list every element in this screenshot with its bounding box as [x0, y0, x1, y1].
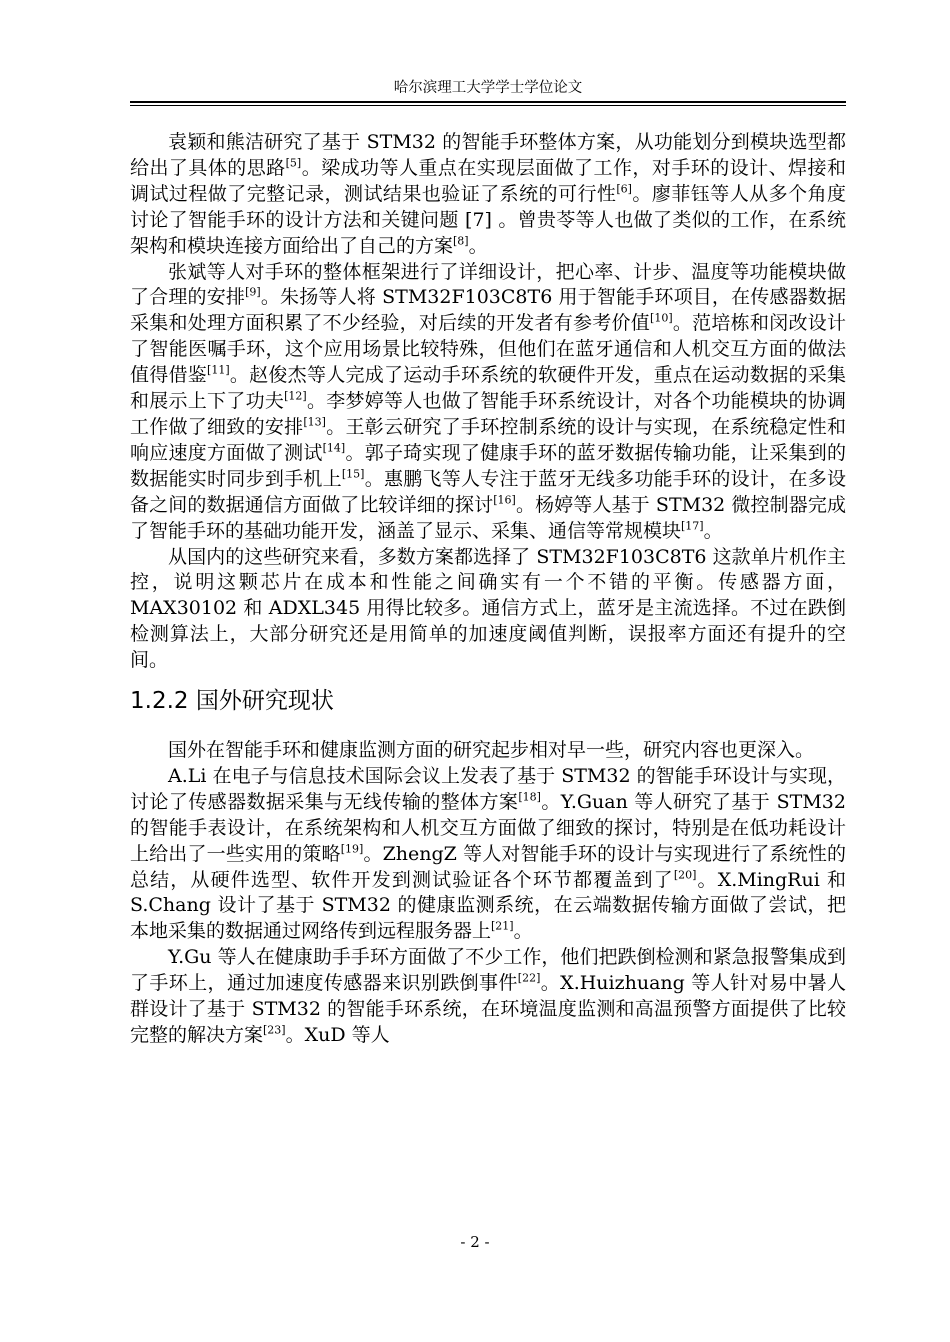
citation-ref: [17]	[681, 519, 704, 533]
body-text	[130, 130, 846, 1049]
text-run: 。杨婷等人基于 STM32 微控制器完成了智能手环的基础功能开发，涵盖了显示、采集、通信等常规模块	[130, 493, 846, 542]
citation-ref: [21]	[491, 920, 514, 934]
citation-ref: [11]	[207, 363, 230, 377]
text-run: 。廖菲钰等人从多个角度讨论了智能手环的设计方法和关键问题 [7] 。曾贵苓等人也做了类似的工作，在系统架构和模块连接方面给出了自己的方案	[130, 182, 846, 257]
citation-ref: [14]	[322, 441, 346, 455]
text-run: 。X.Huizhuang 等人针对易中暑人群设计了基于 STM32 的智能手环系统，在环境温度监测和高温预警方面提供了比较完整的解决方案	[130, 972, 846, 1046]
citation-ref: [19]	[340, 842, 364, 856]
body-paragraph	[130, 764, 846, 945]
domestic-research-paragraphs	[130, 130, 846, 674]
header-rule-thick	[130, 101, 846, 103]
text-run: 。	[468, 234, 488, 257]
citation-ref: [10]	[650, 312, 673, 326]
citation-ref: [13]	[303, 415, 326, 429]
text-run: 。王彰云研究了手环控制系统的设计与实现，在系统稳定性和响应速度方面做了测试	[130, 415, 846, 464]
header-rule-thin	[130, 105, 846, 106]
text-run: 。Y.Guan 等人研究了基于 STM32 的智能手表设计，在系统架构和人机交互方面做了细致的探讨，特别是在低功耗设计上给出了一些实用的策略	[130, 790, 846, 865]
citation-ref: [16]	[493, 493, 516, 507]
text-run: A.Li 在电子与信息技术国际会议上发表了基于 STM32 的智能手环设计与实现，讨论了传感器数据采集与无线传输的整体方案	[130, 764, 846, 813]
text-run: 。ZhengZ 等人对智能手环的设计与实现进行了系统性的总结，从硬件选型、软件开发到测试验证各个环节都覆盖到了	[130, 842, 846, 891]
text-run: 。	[513, 920, 533, 943]
running-header: 哈尔滨理工大学学士学位论文	[393, 80, 583, 96]
foreign-research-paragraphs	[130, 738, 846, 1049]
text-run: 。李梦婷等人也做了智能手环系统设计，对各个功能模块的协调工作做了细致的安排	[130, 390, 846, 438]
page-number: - 2 -	[460, 1233, 490, 1251]
body-paragraph	[130, 738, 846, 764]
text-run: 。郭子琦实现了健康手环的蓝牙数据传输功能，让采集到的数据能实时同步到手机上	[130, 441, 846, 490]
text-run: 。范培栋和闵改设计了智能医嘱手环，这个应用场景比较特殊，但他们在蓝牙通信和人机交互方面的做法值得借鉴	[130, 312, 846, 387]
section-heading: 1.2.2 国外研究现状	[130, 688, 334, 715]
body-paragraph	[130, 945, 846, 1049]
text-run: 。XuD 等人	[285, 1024, 390, 1046]
body-paragraph	[130, 130, 846, 260]
citation-ref: [8]	[453, 234, 469, 248]
citation-ref: [23]	[263, 1023, 286, 1037]
citation-ref: [22]	[517, 971, 541, 985]
text-run: 从国内的这些研究来看，多数方案都选择了 STM32F103C8T6 这款单片机作主控，说明这颗芯片在成本和性能之间确实有一个不错的平衡。传感器方面，MAX30102 和 ADXL345 用得比较多。通信方式上，蓝牙是主流选择。不过在跌倒检测算法上，大部分研究还是用简单的加速度阈值判断，误报率方面还有提升的空间。	[130, 545, 846, 672]
text-run: Y.Gu 等人在健康助手手环方面做了不少工作，他们把跌倒检测和紧急报警集成到了手环上，通过加速度传感器来识别跌倒事件	[130, 946, 846, 995]
text-run: 国外在智能手环和健康监测方面的研究起步相对早一些，研究内容也更深入。	[168, 739, 815, 762]
text-run: 。惠鹏飞等人专注于蓝牙无线多功能手环的设计，在多设备之间的数据通信方面做了比较详细的探讨	[130, 467, 846, 516]
text-run: 。	[703, 519, 723, 542]
citation-ref: [12]	[284, 389, 307, 403]
text-run: 。朱扬等人将 STM32F103C8T6 用于智能手环项目，在传感器数据采集和处理方面积累了不少经验，对后续的开发者有参考价值	[130, 286, 846, 335]
citation-ref: [15]	[341, 467, 365, 481]
text-run: 。赵俊杰等人完成了运动手环系统的软硬件开发，重点在运动数据的采集和展示上下了功夫	[130, 364, 846, 413]
body-paragraph	[130, 545, 846, 675]
text-run: 。梁成功等人重点在实现层面做了工作，对手环的设计、焊接和调试过程做了完整记录，测试结果也验证了系统的可行性	[130, 156, 846, 205]
text-run: 张斌等人对手环的整体框架进行了详细设计，把心率、计步、温度等功能模块做了合理的安排	[130, 260, 846, 309]
citation-ref: [5]	[285, 156, 302, 170]
text-run: 袁颖和熊洁研究了基于 STM32 的智能手环整体方案，从功能划分到模块选型都给出了具体的思路	[130, 131, 846, 179]
citation-ref: [6]	[616, 182, 632, 196]
body-paragraph	[130, 260, 846, 545]
text-run: 。X.MingRui 和 S.Chang 设计了基于 STM32 的健康监测系统，在云端数据传输方面做了尝试，把本地采集的数据通过网络传到远程服务器上	[130, 868, 846, 943]
citation-ref: [9]	[245, 286, 261, 300]
citation-ref: [18]	[518, 790, 541, 804]
citation-ref: [20]	[673, 868, 697, 882]
